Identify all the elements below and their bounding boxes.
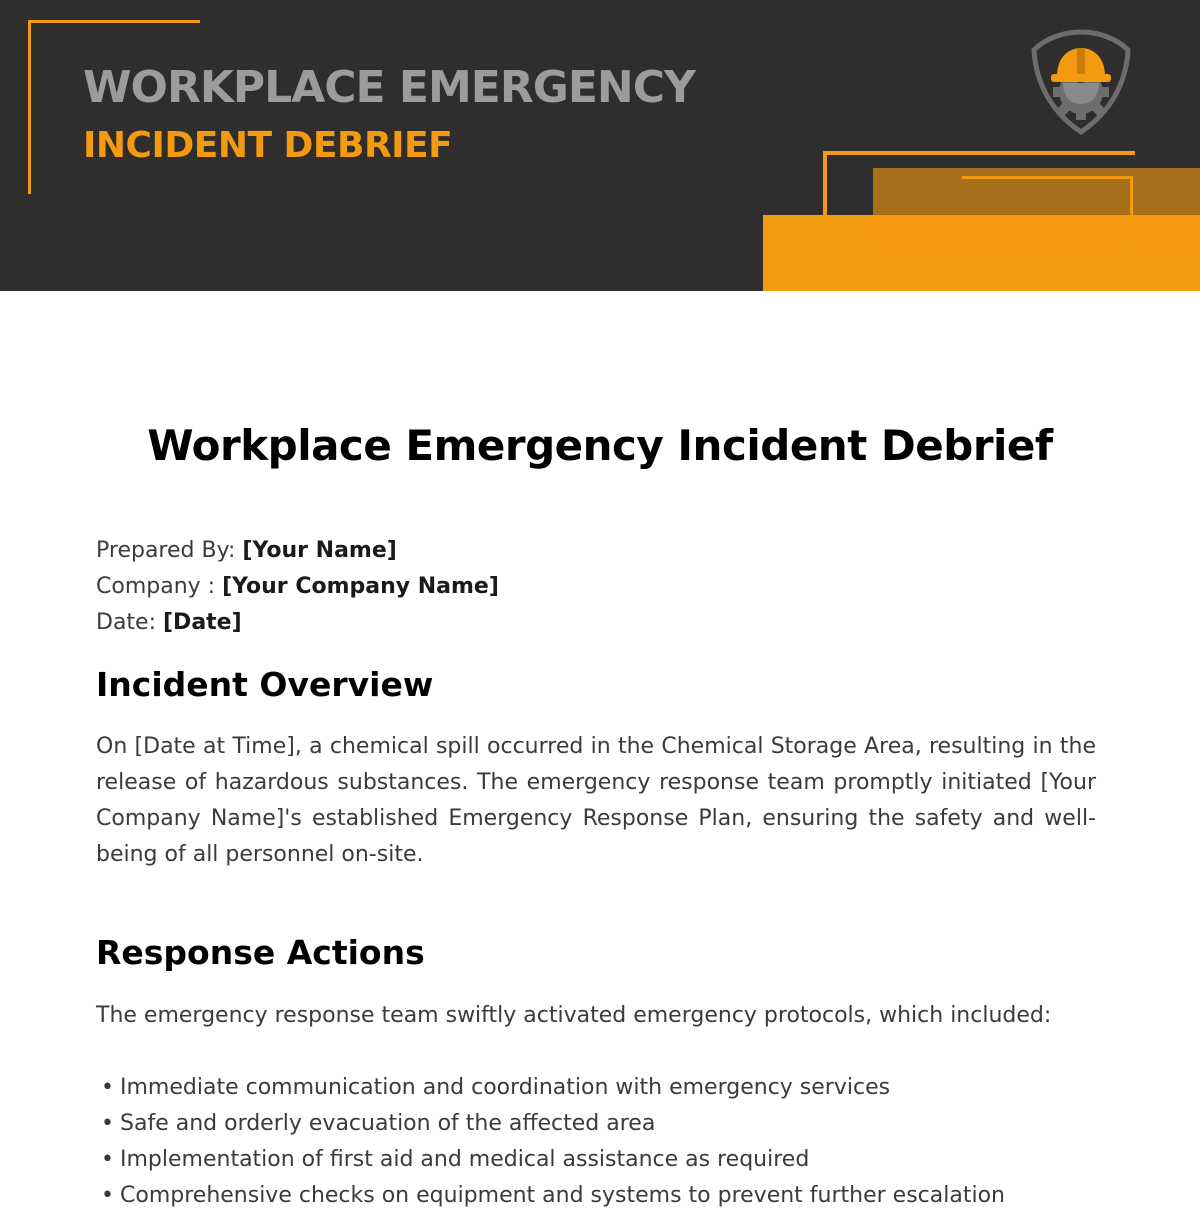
meta-label: Company : — [96, 574, 223, 599]
section-heading-response-actions: Response Actions — [96, 933, 425, 972]
document-meta — [96, 533, 499, 641]
meta-company — [96, 569, 499, 605]
banner-title-line1: WORKPLACE EMERGENCY — [83, 62, 695, 113]
hardhat-gear-shield-icon — [1026, 26, 1136, 136]
banner-title-line2: INCIDENT DEBRIEF — [83, 125, 453, 166]
banner-deco-line — [823, 151, 1135, 155]
list-item: • Implementation of first aid and medical assistance as required — [96, 1142, 1005, 1178]
banner-deco-line — [823, 151, 827, 247]
banner-bracket-top — [28, 20, 200, 23]
list-item: • Comprehensive checks on equipment and systems to prevent further escalation — [96, 1178, 1005, 1214]
meta-label: Prepared By: — [96, 538, 243, 563]
meta-date — [96, 605, 499, 641]
meta-label: Date: — [96, 610, 163, 635]
banner-deco-line — [962, 176, 1132, 179]
list-item: • Safe and orderly evacuation of the affected area — [96, 1106, 1005, 1142]
list-item: • Immediate communication and coordination with emergency services — [96, 1070, 1005, 1106]
meta-value: [Your Name] — [242, 538, 397, 563]
section-heading-incident-overview: Incident Overview — [96, 665, 434, 704]
banner-deco-translucent-block — [873, 168, 1200, 246]
meta-value: [Date] — [163, 610, 242, 635]
header-banner — [0, 0, 1200, 291]
response-actions-intro: The emergency response team swiftly activated emergency protocols, which included: — [96, 1003, 1052, 1028]
meta-prepared-by — [96, 533, 499, 569]
document-title: Workplace Emergency Incident Debrief — [147, 421, 1053, 470]
banner-deco-line — [1130, 176, 1133, 246]
meta-value: [Your Company Name] — [222, 574, 499, 599]
response-actions-list — [96, 1070, 1005, 1214]
incident-overview-paragraph: On [Date at Time], a chemical spill occurred in the Chemical Storage Area, resulting in the release of hazardous substances. The emergency response team promptly initiated [Your Company Name]'s established Emergency Response Plan, ensuring the safety and well-being of all personnel on-site. — [96, 734, 1096, 867]
banner-bracket-left — [28, 20, 31, 194]
